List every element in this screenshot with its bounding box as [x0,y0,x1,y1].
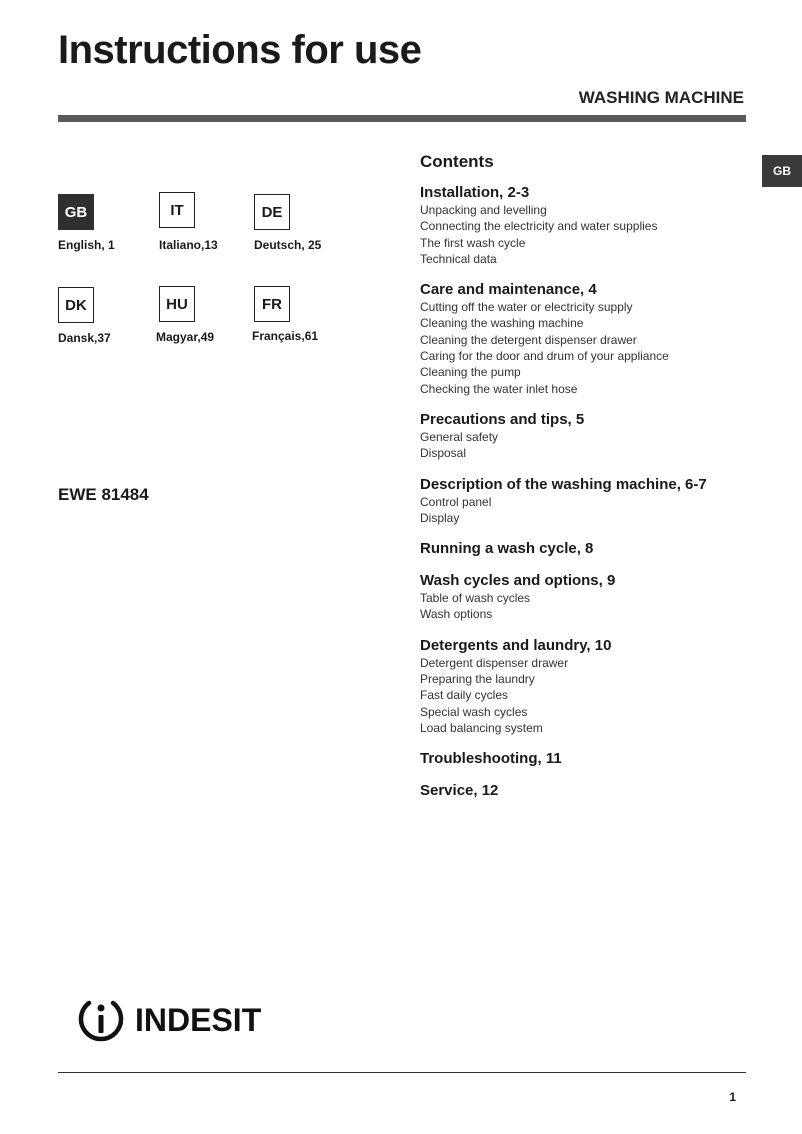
table-of-contents [420,152,780,814]
language-label: Deutsch, 25 [254,238,322,252]
section-item[interactable]: Preparing the laundry [420,672,535,687]
language-item-de[interactable] [254,194,322,252]
language-label: Français,61 [252,329,319,343]
section-item[interactable]: Wash options [420,607,493,622]
section-item[interactable]: Checking the water inlet hose [420,381,578,396]
brand-wordmark: INDESIT [135,1001,262,1038]
model-number: EWE 81484 [58,485,149,504]
contents-section [420,540,780,558]
section-item[interactable]: Cleaning the detergent dispenser drawer [420,332,637,347]
contents-section [420,184,780,267]
section-title[interactable]: Description of the washing machine, 6-7 [420,475,707,493]
section-item[interactable]: Display [420,510,460,525]
section-item[interactable]: Technical data [420,251,497,266]
section-item[interactable]: Fast daily cycles [420,688,509,703]
language-code: FR [254,286,290,322]
section-item[interactable]: Cutting off the water or electricity supply [420,300,633,315]
indesit-power-icon [75,995,127,1045]
contents-section [420,476,780,527]
section-title[interactable]: Service, 12 [420,782,499,800]
language-code: GB [58,194,94,230]
language-code: HU [159,286,195,322]
contents-section [420,572,780,623]
product-type: WASHING MACHINE [578,88,744,107]
section-item[interactable]: Control panel [420,494,492,509]
brand-logo [75,995,261,1045]
language-code: IT [159,192,195,228]
language-label: Italiano,13 [159,238,218,252]
contents-section [420,782,780,800]
section-title[interactable]: Installation, 2-3 [420,184,530,201]
section-item[interactable]: Caring for the door and drum of your appliance [420,349,669,364]
section-title[interactable]: Precautions and tips, 5 [420,410,585,428]
section-item[interactable]: Special wash cycles [420,704,528,719]
section-title[interactable]: Wash cycles and options, 9 [420,572,616,590]
section-item[interactable]: Cleaning the pump [420,365,521,380]
section-item[interactable]: Table of wash cycles [420,591,531,606]
section-title[interactable]: Running a wash cycle, 8 [420,540,594,558]
language-item-dk[interactable] [58,287,111,345]
contents-section [420,281,780,397]
section-title[interactable]: Detergents and laundry, 10 [420,636,612,654]
footer-divider [58,1072,746,1073]
language-code: DE [254,194,290,230]
contents-section [420,637,780,736]
language-code: DK [58,287,94,323]
language-label: Dansk,37 [58,331,111,345]
page-title: Instructions for use [58,28,422,72]
language-item-hu[interactable] [156,286,215,344]
contents-section [420,411,780,462]
section-title[interactable]: Troubleshooting, 11 [420,750,562,768]
contents-heading: Contents [420,152,494,171]
contents-section [420,750,780,768]
section-item[interactable]: The first wash cycle [420,235,526,250]
language-label: English, 1 [58,238,115,252]
language-side-tab[interactable]: GB [762,155,802,187]
language-item-gb[interactable] [58,194,115,252]
language-label: Magyar,49 [156,330,215,344]
language-item-fr[interactable] [252,286,319,343]
section-item[interactable]: Load balancing system [420,720,543,735]
language-item-it[interactable] [159,192,218,252]
section-item[interactable]: Detergent dispenser drawer [420,655,569,670]
section-title[interactable]: Care and maintenance, 4 [420,281,597,299]
section-item[interactable]: Connecting the electricity and water supplies [420,219,658,234]
section-item[interactable]: Disposal [420,446,467,461]
page-number: 1 [729,1090,736,1104]
section-item[interactable]: Unpacking and levelling [420,203,547,217]
header-divider [58,115,746,122]
section-item[interactable]: Cleaning the washing machine [420,316,584,331]
section-item[interactable]: General safety [420,429,499,444]
